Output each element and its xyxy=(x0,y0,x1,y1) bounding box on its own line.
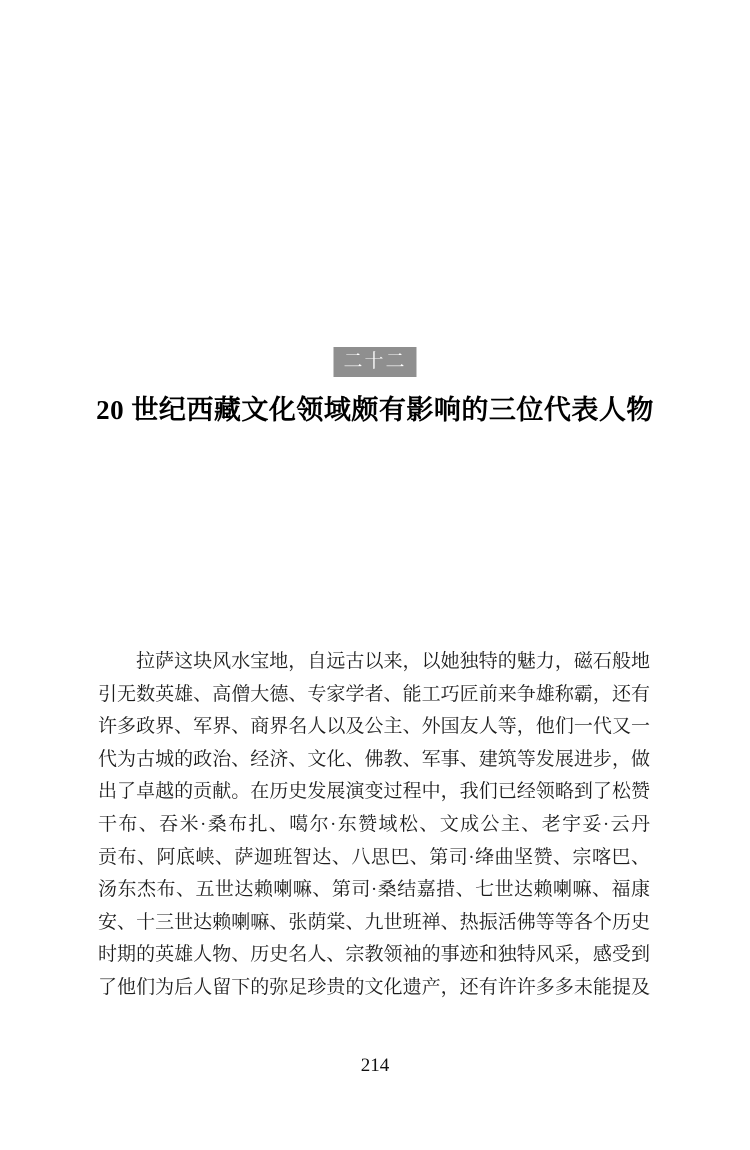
chapter-title: 20 世纪西藏文化领域颇有影响的三位代表人物 xyxy=(96,395,654,425)
body-line: 拉萨这块风水宝地，自远古以来，以她独特的魅力，磁石般地 xyxy=(136,651,650,672)
body-line: 代为古城的政治、经济、文化、佛教、军事、建筑等发展进步，做 xyxy=(98,748,650,770)
chapter-number-badge: 二十二 xyxy=(333,347,416,377)
body-line: 汤东杰布、五世达赖喇嘛、第司·桑结嘉措、七世达赖喇嘛、福康 xyxy=(98,879,650,901)
body-line: 引无数英雄、高僧大德、专家学者、能工巧匠前来争雄称霸，还有 xyxy=(98,683,650,705)
body-line: 了他们为后人留下的弥足珍贵的文化遗产，还有许许多多未能提及 xyxy=(98,976,650,998)
body-line: 时期的英雄人物、历史名人、宗教领袖的事迹和独特风采，感受到 xyxy=(98,944,650,966)
page-number: 214 xyxy=(360,1055,390,1076)
body-line: 干布、吞米·桑布扎、噶尔·东赞域松、文成公主、老宇妥·云丹 xyxy=(98,813,650,835)
body-line: 出了卓越的贡献。在历史发展演变过程中，我们已经领略到了松赞 xyxy=(98,781,650,803)
body-line: 贡布、阿底峡、萨迦班智达、八思巴、第司·绛曲坚赞、宗喀巴、 xyxy=(98,846,650,868)
body-line: 安、十三世达赖喇嘛、张荫棠、九世班禅、热振活佛等等各个历史 xyxy=(98,911,650,933)
body-line: 许多政界、军界、商界名人以及公主、外国友人等，他们一代又一 xyxy=(98,716,650,738)
body-paragraph xyxy=(98,646,650,1005)
